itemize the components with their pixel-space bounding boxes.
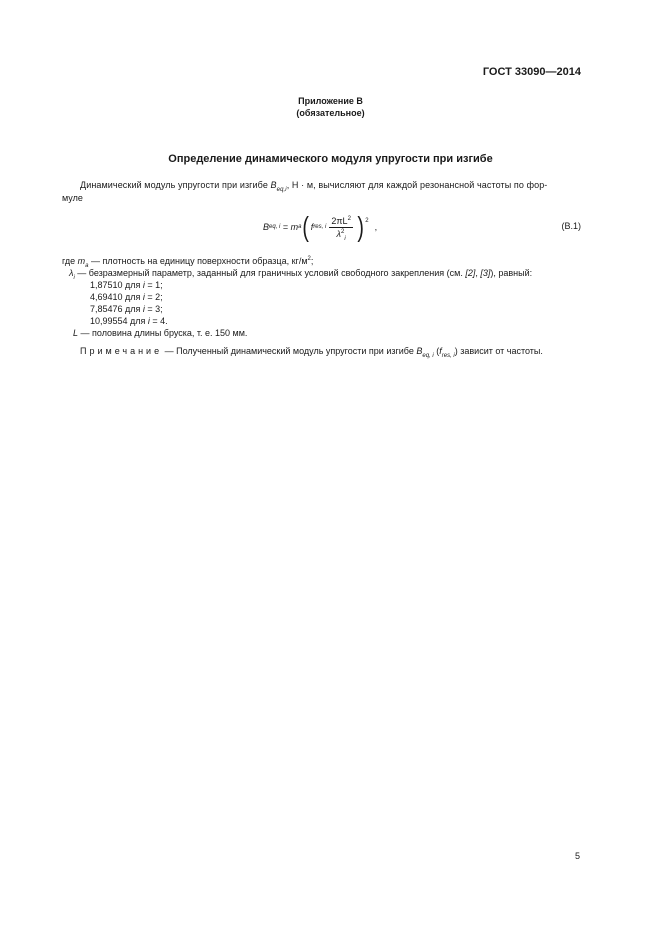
lambda-value: 1,87510 для i = 1; (90, 280, 163, 290)
definition-l: L — половина длины бруска, т. е. 150 мм. (73, 328, 248, 338)
page-number: 5 (574, 851, 580, 861)
intro-paragraph-line2: муле (62, 193, 83, 203)
note: Примечание — Полученный динамический модуль упругости при изгибе $B_{eq, i}$ $(f_{res, i})$ зависит от частоты. (80, 346, 543, 359)
lambda-value: 4,69410 для i = 2; (90, 292, 163, 302)
note-label: Примечание (80, 346, 163, 356)
section-title: Определение динамического модуля упругости при изгибе (168, 153, 493, 165)
intro-paragraph-line1: Динамический модуль упругости при изгибе $B_{eq,i}$, Н · м, вычисляют для каждой резонансной частоты по фор- (80, 180, 548, 193)
document-id: ГОСТ 33090—2014 (482, 66, 581, 78)
formula-b1: B eq, i = m a ( f res, i $\frac{2\pi L^2}{\lambda^2_i}$ ) $^2$ , (263, 211, 378, 242)
lambda-value: 10,99554 для i = 4. (90, 316, 168, 326)
lambda-value: 7,85476 для i = 3; (90, 304, 163, 314)
annex-title: Приложение В (298, 96, 363, 106)
right-paren: ) (357, 211, 364, 242)
definition-ma: где $m_a$ — плотность на единицу поверхности образца, $кг/м^2$; (62, 256, 314, 269)
formula-fraction: $\frac{2\pi L^2}{\lambda^2_i}$ (331, 215, 351, 242)
equation-number: (В.1) (561, 221, 581, 231)
left-paren: ( (302, 211, 310, 242)
annex-status: (обязательное) (296, 108, 365, 118)
definition-lambda: $\lambda_i$ — безразмерный параметр, заданный для граничных условий свободного закрепления (см. [2], [3]), равный: (69, 268, 533, 281)
